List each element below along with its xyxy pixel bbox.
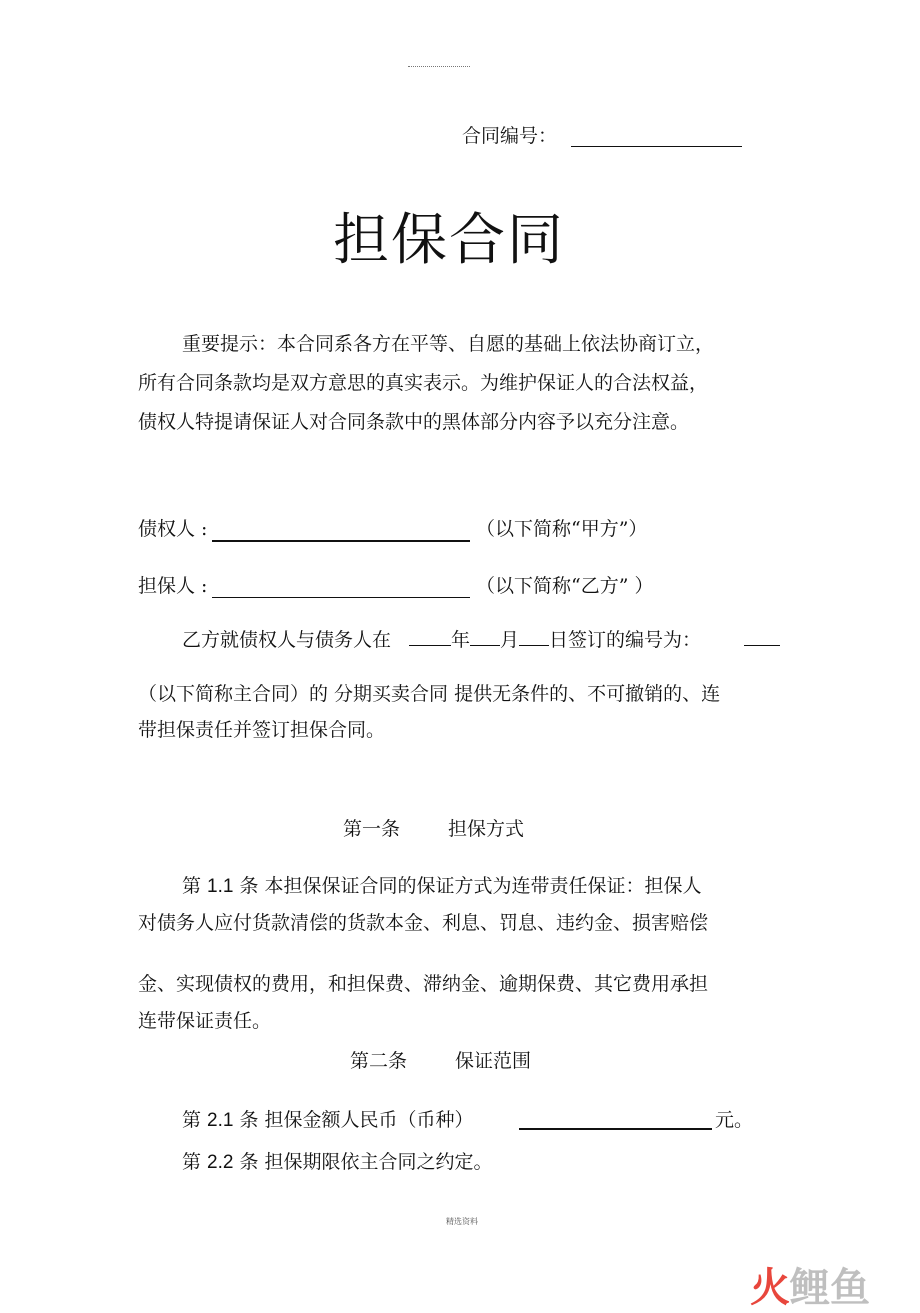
clause-1-1-line-4: 连带保证责任。 xyxy=(138,1010,272,1032)
clause-2-2-text: 条 担保期限依主合同之约定。 xyxy=(233,1151,493,1173)
article-1-title: 担保方式 xyxy=(448,818,525,840)
clause-2-2-prefix: 第 xyxy=(182,1151,208,1173)
contract-number-row xyxy=(462,127,557,146)
clause-1-1-prefix: 第 xyxy=(182,875,208,897)
notice-line-3: 债权人特提请保证人对合同条款中的黑体部分内容予以充分注意。 xyxy=(138,411,690,433)
day-blank xyxy=(519,626,549,646)
article-2-heading xyxy=(350,1052,531,1071)
clause-1-1-number: 1.1 xyxy=(207,876,234,897)
intro-line-2: （以下简称主合同）的 分期买卖合同 提供无条件的、不可撤销的、连 xyxy=(138,683,721,705)
document-title: 担保合同 xyxy=(333,208,565,273)
clause-2-1-text: 条 担保金额人民币（币种） xyxy=(233,1109,474,1131)
clause-1-1-line-2: 对债务人应付货款清偿的货款本金、利息、罚息、违约金、损害赔偿 xyxy=(138,912,709,934)
clause-2-1-prefix: 第 xyxy=(182,1109,208,1131)
creditor-note: （以下简称“甲方”） xyxy=(476,518,648,540)
article-1-heading xyxy=(343,820,524,839)
clause-1-1-line-1 xyxy=(182,877,702,896)
clause-1-1-text: 条 本担保保证合同的保证方式为连带责任保证：担保人 xyxy=(233,875,702,897)
watermark-fire: 火 xyxy=(750,1265,790,1311)
clause-2-2-number: 2.2 xyxy=(207,1152,234,1173)
contract-number-label: 合同编号： xyxy=(462,125,558,147)
guarantor-label: 担保人 : xyxy=(138,575,208,597)
year-blank xyxy=(409,626,451,646)
clause-2-1 xyxy=(182,1111,474,1130)
article-2-title: 保证范围 xyxy=(455,1050,532,1072)
clause-1-1-line-3: 金、实现债权的费用，和担保费、滞纳金、逾期保费、其它费用承担 xyxy=(138,973,709,995)
article-2-number: 第二条 xyxy=(350,1050,408,1072)
intro-day: 日签订的编号为： xyxy=(549,629,702,651)
amount-blank xyxy=(519,1128,712,1130)
article-1-number: 第一条 xyxy=(343,818,401,840)
intro-line-3: 带担保责任并签订担保合同。 xyxy=(138,719,386,741)
intro-year: 年 xyxy=(451,629,471,651)
header-dotted-rule xyxy=(408,66,470,67)
watermark-rest: 鲤鱼 xyxy=(790,1265,870,1311)
intro-month: 月 xyxy=(500,629,520,651)
creditor-blank xyxy=(212,540,470,542)
guarantor-note: （以下简称“乙方” ） xyxy=(476,575,654,597)
page-footer: 精选资料 xyxy=(446,1217,478,1226)
clause-2-2 xyxy=(182,1153,493,1172)
watermark-logo xyxy=(750,1256,870,1313)
notice-line-1: 重要提示：本合同系各方在平等、自愿的基础上依法协商订立， xyxy=(182,333,715,355)
intro-line-1 xyxy=(182,626,701,650)
month-blank xyxy=(470,626,500,646)
notice-line-2: 所有合同条款均是双方意思的真实表示。为维护保证人的合法权益， xyxy=(138,372,709,394)
contract-id-blank xyxy=(744,645,780,646)
clause-2-1-number: 2.1 xyxy=(207,1110,234,1131)
creditor-label: 债权人 : xyxy=(138,518,208,540)
intro-text-a: 乙方就债权人与债务人在 xyxy=(182,629,392,651)
contract-number-blank xyxy=(571,146,742,147)
clause-2-1-unit: 元。 xyxy=(715,1109,754,1131)
guarantor-blank xyxy=(212,597,470,598)
